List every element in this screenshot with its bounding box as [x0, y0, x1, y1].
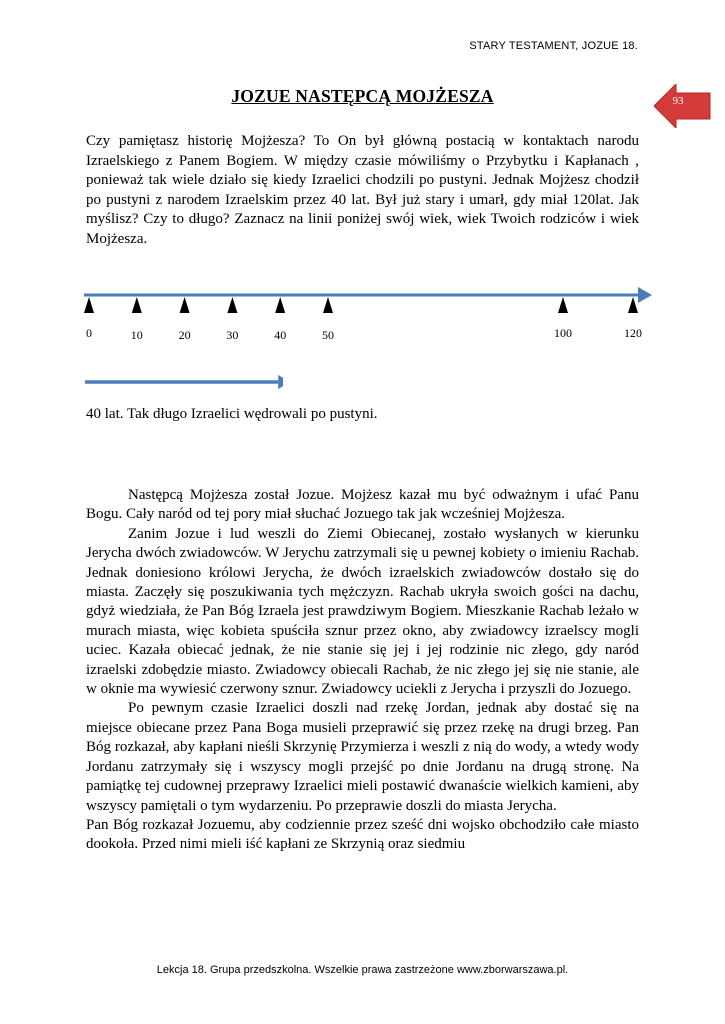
age-timeline	[80, 282, 660, 357]
timeline-tick-label: 100	[554, 326, 572, 340]
story-text	[86, 486, 639, 855]
timeline-marker	[275, 297, 285, 313]
wander-years-arrow	[83, 372, 283, 392]
intro-paragraph: Czy pamiętasz historię Mojżesza? To On był główną postacią w kontaktach narodu Izraelskiego z Panem Bogiem. W między czasie mówiliśmy o Przybytku i Kapłanach , ponieważ tak wiele działo się kiedy Izraelici chodzili po pustyni. Jednak Mojżesz chodził po pustyni z narodem Izraelskim przez 40 lat. Był już stary i umarł, gdy miał 120lat. Jak myślisz? Czy to długo? Zaznacz na linii poniżej swój wiek, wiek Twoich rodziców i wiek Mojżesza.	[86, 133, 639, 247]
timeline-marker	[323, 297, 333, 313]
page-title: JOZUE NASTĘPCĄ MOJŻESZA	[231, 86, 494, 106]
timeline-marker	[180, 297, 190, 313]
timeline-marker	[132, 297, 142, 313]
timeline-tick-label: 20	[178, 328, 191, 342]
page-number: 93	[672, 95, 684, 107]
timeline-tick-label: 10	[130, 328, 143, 342]
story-paragraph: Zanim Jozue i lud weszli do Ziemi Obiecanej, zostało wysłanych w kierunku Jerycha dwóch zwiadowców. W Jerychu zatrzymali się u pewnej kobiety o imieniu Rachab. Jednak doniesiono królowi Jerycha, że dwóch izraelskich zwiadowców dostało się do miasta. Zaczęły się poszukiwania tych mężczyzn. Rachab ukryła swoich gości na dachu, gdyż wiedziała, że Pan Bóg Izraela jest prawdziwym Bogiem. Mieszkanie Rachab leżało w murach miasta, więc kobieta spuściła sznur przez okno, aby zwiadowcy izraelscy mogli uciec. Kazała obiecać jednak, że nie stanie się jej i jej rodzinie nic złego, gdy naród izraelski zdobędzie miasto. Zwiadowcy obiecali Rachab, że nic złego jej się nie stanie, ale w oknie ma wywiesić czerwony sznur. Zwiadowcy uciekli z Jerycha i przyszli do Jozuego.	[86, 525, 639, 698]
wander-arrowhead	[278, 375, 283, 389]
timeline-marker	[628, 297, 638, 313]
story-paragraph: Następcą Mojżesza został Jozue. Mojżesz kazał mu być odważnym i ufać Panu Bogu. Cały naród od tej pory miał słuchać Jozuego tak jak wcześniej Mojżesza.	[86, 487, 639, 523]
story-paragraph: Po pewnym czasie Izraelici doszli nad rzekę Jordan, jednak aby dostać się na miejsce obiecane przez Pana Boga musieli przeprawić się przez rzekę na drugi brzeg. Pan Bóg rozkazał, aby kapłani nieśli Skrzynię Przymierza i weszli z nią do wody, a wtedy wody Jordanu zatrzymały się i wszyscy mogli przejść po dnie Jordanu na drugą stronę. Na pamiątkę tej cudownej przeprawy Izraelici mieli postawić dwanaście wielkich kamieni, aby wszyscy pamiętali o tym wydarzeniu. Po przeprawie doszli do miasta Jerycha.	[86, 700, 639, 814]
timeline-arrowhead	[638, 287, 652, 303]
timeline-tick-label: 120	[624, 326, 642, 340]
timeline-tick-label: 40	[274, 328, 287, 342]
timeline-tick-label: 50	[322, 328, 334, 342]
timeline-tick-label: 30	[226, 328, 239, 342]
wander-caption: 40 lat. Tak długo Izraelici wędrowali po pustyni.	[86, 406, 378, 422]
timeline-marker	[558, 297, 568, 313]
story-paragraph: Pan Bóg rozkazał Jozuemu, aby codziennie przez sześć dni wojsko obchodziło całe miasto dookoła. Przed nimi mieli iść kapłani ze Skrzynią oraz siedmiu	[86, 816, 639, 853]
page-footer: Lekcja 18. Grupa przedszkolna. Wszelkie prawa zastrzeżone www.zborwarszawa.pl.	[156, 964, 569, 976]
running-header: STARY TESTAMENT, JOZUE 18.	[469, 40, 638, 52]
timeline-tick-label: 0	[86, 326, 92, 340]
timeline-marker	[84, 297, 94, 313]
timeline-graphic	[80, 282, 660, 352]
timeline-marker	[227, 297, 237, 313]
